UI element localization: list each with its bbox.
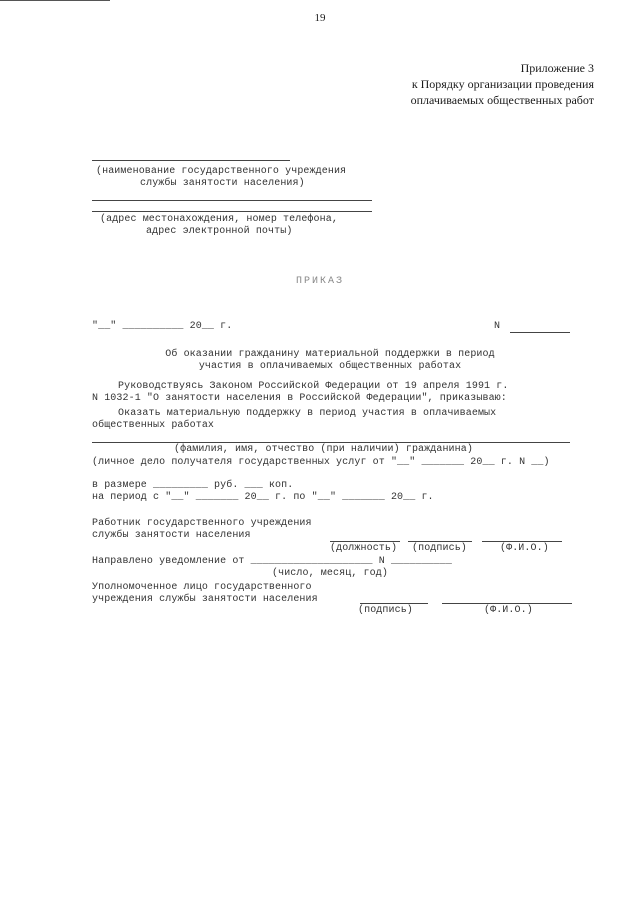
address-caption-2: адрес электронной почты) <box>146 226 293 237</box>
signature-line <box>408 541 472 542</box>
body-line-1: Руководствуясь Законом Российской Федерации от 19 апреля 1991 г. <box>118 381 509 392</box>
authorized-signature-line <box>360 603 428 604</box>
appendix-line-3: оплачиваемых общественных работ <box>410 93 594 107</box>
case-line: (личное дело получателя государственных услуг от "__" _______ 20__ г. N __) <box>92 457 550 468</box>
order-number-label: N <box>494 321 501 332</box>
signature-caption: (подпись) <box>412 543 467 554</box>
body-line-4: общественных работах <box>92 420 215 431</box>
amount-line: в размере _________ руб. ___ коп. <box>92 480 294 491</box>
fio-caption: (фамилия, имя, отчество (при наличии) гражданина) <box>174 444 473 455</box>
address-line-2 <box>92 211 372 212</box>
org-caption-2: службы занятости населения) <box>140 178 305 189</box>
address-line-1 <box>92 200 372 201</box>
signature-caption-2: (подпись) <box>358 605 413 616</box>
authorized-fio-line <box>442 603 572 604</box>
fio-caption-2: (Ф.И.О.) <box>484 605 533 616</box>
notice-line: Направлено уведомление от ____________________ N __________ <box>92 556 452 567</box>
position-caption: (должность) <box>330 543 398 554</box>
subject-line-2: участия в оплачиваемых общественных работах <box>198 361 462 372</box>
org-caption-1: (наименование государственного учреждения <box>96 166 347 177</box>
worker-label-1: Работник государственного учреждения <box>92 518 312 529</box>
org-name-line <box>92 160 290 161</box>
body-line-2: N 1032-1 "О занятости населения в Российской Федерации", приказываю: <box>92 393 507 404</box>
order-number-line <box>510 332 570 333</box>
appendix-line-2: к Порядку организации проведения <box>411 77 594 91</box>
authorized-label-2: учреждения службы занятости населения <box>92 594 318 605</box>
top-edge-line <box>0 0 110 1</box>
position-line <box>330 541 400 542</box>
subject-line-1: Об оказании гражданину материальной поддержки в период <box>165 349 495 360</box>
fio-line <box>92 442 570 443</box>
address-caption-1: (адрес местонахождения, номер телефона, <box>100 214 338 225</box>
appendix-line-1: Приложение 3 <box>520 61 594 75</box>
worker-label-2: службы занятости населения <box>92 530 251 541</box>
body-line-3: Оказать материальную поддержку в период участия в оплачиваемых <box>118 408 497 419</box>
fio-caption-1: (Ф.И.О.) <box>500 543 549 554</box>
period-line: на период с "__" _______ 20__ г. по "__" _______ 20__ г. <box>92 492 434 503</box>
authorized-label-1: Уполномоченное лицо государственного <box>92 582 312 593</box>
notice-caption: (число, месяц, год) <box>272 568 388 579</box>
fio-signature-line <box>482 541 562 542</box>
order-date: "__" __________ 20__ г. <box>92 321 233 332</box>
document-title: ПРИКАЗ <box>295 276 344 287</box>
page-number: 19 <box>314 12 326 24</box>
